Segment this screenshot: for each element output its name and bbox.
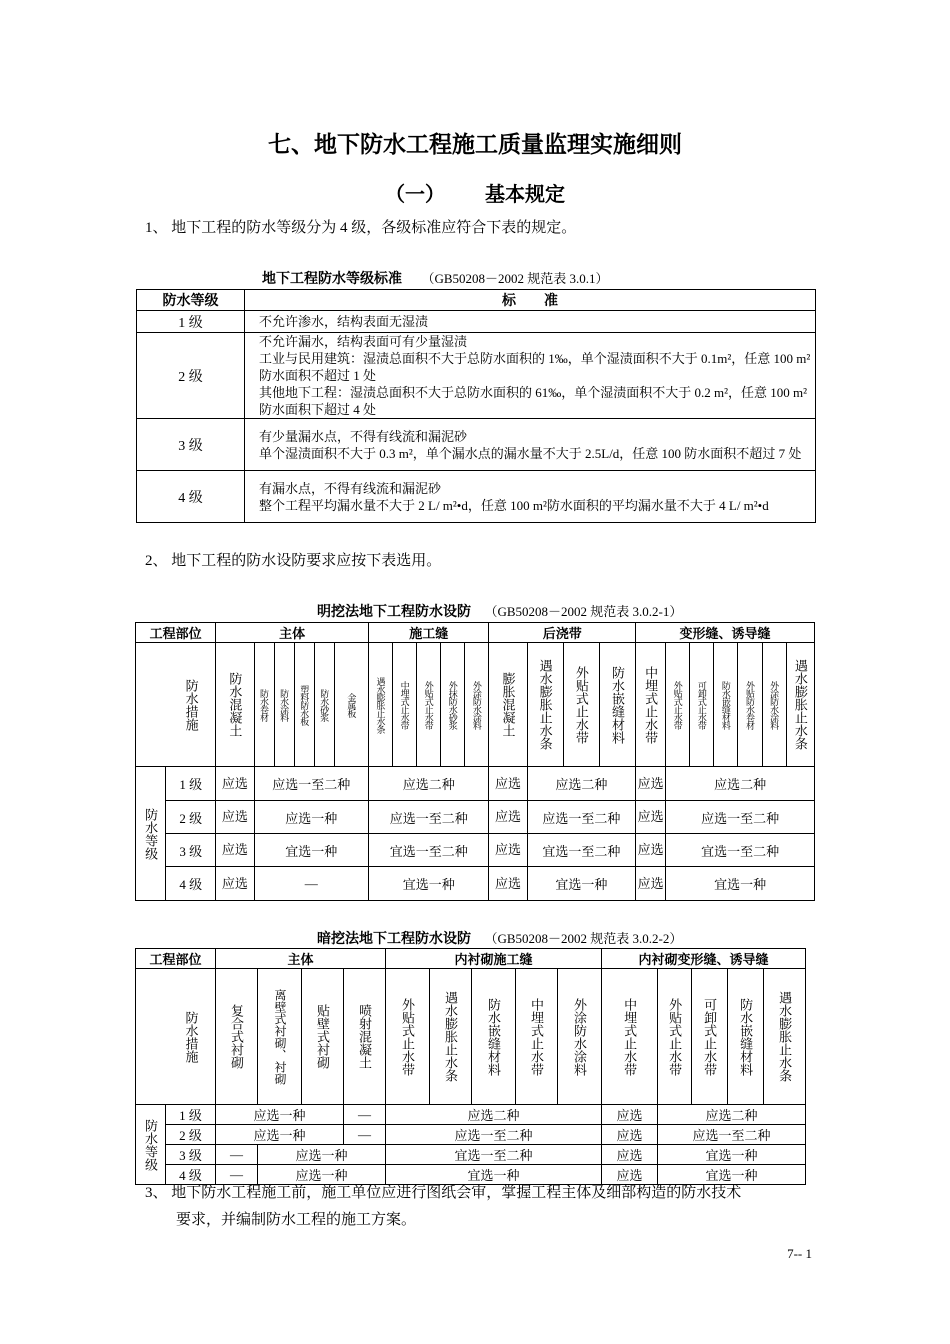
cell: 应选 <box>636 834 666 867</box>
table-row <box>136 1145 806 1165</box>
header-post-pour-strip: 后浇带 <box>489 623 636 643</box>
cell: — <box>216 1145 258 1165</box>
grade-label: 防水等级 <box>136 1105 166 1185</box>
header-deformation-joint: 变形缝、诱导缝 <box>636 623 815 643</box>
page-number: 7-- 1 <box>787 1246 812 1261</box>
table1-caption <box>262 268 609 288</box>
table-row <box>137 419 816 471</box>
standard-cell <box>245 311 816 333</box>
table-row <box>136 834 815 867</box>
cell: 应选二种 <box>666 767 815 801</box>
header-lining-deformation-joint: 内衬砌变形缝、诱导缝 <box>602 949 806 969</box>
col-label: 膨胀混凝土 <box>489 643 527 767</box>
cell: 应选一至二种 <box>386 1125 602 1145</box>
standard-cell <box>245 333 816 419</box>
cell: 应选 <box>636 867 666 901</box>
cell: 应选 <box>216 867 254 901</box>
col-label: 外涂防水涂料 <box>762 643 786 767</box>
col-label: 中埋式止水带 <box>393 643 417 767</box>
cell: 应选一种 <box>216 1125 344 1145</box>
header-part: 工程部位 <box>136 623 216 643</box>
cell: 应选一至二种 <box>368 801 488 834</box>
col-label: 遇水膨胀止水条 <box>527 643 563 767</box>
table2-caption <box>317 601 682 621</box>
header-part: 工程部位 <box>136 949 216 969</box>
standard-line: 不允许漏水，结构表面可有少量湿渍 <box>259 334 468 349</box>
col-label: 防水嵌缝材料 <box>728 969 764 1105</box>
grade-cell: 4 级 <box>166 1165 216 1185</box>
col-label: 遇水膨胀止水条 <box>368 643 392 767</box>
cell: 应选 <box>216 834 254 867</box>
page-title: 七、地下防水工程施工质量监理实施细则 <box>268 132 682 157</box>
cell: 应选一至二种 <box>666 801 815 834</box>
cell: 应选 <box>489 834 527 867</box>
cell: 宜选一种 <box>386 1165 602 1185</box>
standard-line: 整个工程平均漏水量不大于 2 L/ m²•d，任意 100 m²防水面积的平均漏水量不大于 4 L/ m²•d <box>259 497 769 513</box>
section-heading <box>0 178 950 207</box>
cell: 应选一种 <box>258 1165 386 1185</box>
col-label: 外涂防水涂料 <box>465 643 489 767</box>
grade-cell: 1 级 <box>166 767 216 801</box>
table-row <box>137 333 816 419</box>
col-label: 外贴式止水带 <box>563 643 599 767</box>
standard-cell <box>245 419 816 471</box>
paragraph-3: 3、 地下防水工程施工前，施工单位应进行图纸会审，掌握工程主体及细部构造的防水技术 <box>145 1185 742 1201</box>
cell: 应选一种 <box>216 1105 344 1125</box>
cell: 宜选一种 <box>658 1165 806 1185</box>
section-number: （一） <box>385 184 445 206</box>
col-label: 塑料防水板 <box>294 643 314 767</box>
cell: 宜选一至二种 <box>527 834 635 867</box>
cell: 宜选一至二种 <box>666 834 815 867</box>
table-row <box>136 801 815 834</box>
col-label: 可卸式止水带 <box>692 969 728 1105</box>
header-lining-construction-joint: 内衬砌施工缝 <box>386 949 602 969</box>
col-label: 外贴防水卷材 <box>738 643 762 767</box>
cell: 应选二种 <box>527 767 635 801</box>
cell: 应选二种 <box>386 1105 602 1125</box>
grade-cell: 3 级 <box>166 1145 216 1165</box>
paragraph-1: 1、 地下工程的防水等级分为 4 级，各级标准应符合下表的规定。 <box>145 220 577 236</box>
table-row <box>137 311 816 333</box>
col-label: 离壁式衬砌、衬砌 <box>258 969 302 1105</box>
table-row <box>137 471 816 523</box>
standard-line: 不允许渗水，结构表面无湿渍 <box>259 314 429 329</box>
col-label: 防水嵌缝材料 <box>599 643 635 767</box>
cell: 应选 <box>489 867 527 901</box>
cell: 应选一至二种 <box>527 801 635 834</box>
col-label: 防水卷材 <box>254 643 274 767</box>
col-label: 遇水膨胀止水条 <box>764 969 806 1105</box>
measures-label: 防水措施 <box>136 643 216 767</box>
col-label: 复合式衬砌 <box>216 969 258 1105</box>
col-label: 防水混凝土 <box>216 643 254 767</box>
header-construction-joint: 施工缝 <box>368 623 488 643</box>
cell: — <box>344 1125 386 1145</box>
col-label: 外贴式止水带 <box>666 643 690 767</box>
cell: — <box>254 867 368 901</box>
cell: 宜选一种 <box>368 867 488 901</box>
col-label: 外贴式止水带 <box>658 969 692 1105</box>
grade-cell: 2 级 <box>137 333 245 419</box>
cell: 宜选一种 <box>527 867 635 901</box>
col-label: 外涂防水涂料 <box>558 969 602 1105</box>
cell: 应选二种 <box>368 767 488 801</box>
table-row <box>136 867 815 901</box>
table3-caption <box>317 928 682 948</box>
grade-standard-table <box>136 289 816 523</box>
col-label: 遇水膨胀止水条 <box>786 643 814 767</box>
standard-line: 有少量漏水点，不得有线流和漏泥砂 <box>259 428 468 444</box>
col-label: 中埋式止水带 <box>602 969 658 1105</box>
standard-line: 有漏水点，不得有线流和漏泥砂 <box>259 480 442 496</box>
table-row <box>136 1125 806 1145</box>
grade-cell: 3 级 <box>166 834 216 867</box>
col-label: 贴壁式衬砌 <box>302 969 344 1105</box>
table1-caption-title: 地下工程防水等级标准 <box>262 272 402 287</box>
col-label: 外贴式止水带 <box>386 969 430 1105</box>
table3-caption-title: 暗挖法地下工程防水设防 <box>317 932 471 947</box>
header-main-body: 主体 <box>216 623 369 643</box>
col-label: 防水嵌缝材料 <box>714 643 738 767</box>
col-label: 中埋式止水带 <box>516 969 558 1105</box>
paragraph-2: 2、 地下工程的防水设防要求应按下表选用。 <box>145 553 442 569</box>
cell: 应选 <box>602 1165 658 1185</box>
col-label: 金属板 <box>334 643 368 767</box>
col-label: 中埋式止水带 <box>636 643 666 767</box>
cell: 宜选一种 <box>254 834 368 867</box>
measures-label: 防水措施 <box>136 969 216 1105</box>
cell: — <box>344 1105 386 1125</box>
table2-caption-title: 明挖法地下工程防水设防 <box>317 605 471 620</box>
grade-cell: 1 级 <box>166 1105 216 1125</box>
table2-caption-ref: （GB50208－2002 规范表 3.0.2-1） <box>484 604 683 619</box>
table1-caption-ref: （GB50208－2002 规范表 3.0.1） <box>421 271 609 286</box>
col-label: 防水涂料 <box>274 643 294 767</box>
grade-cell: 4 级 <box>137 471 245 523</box>
col-label: 可卸式止水带 <box>690 643 714 767</box>
grade-cell: 4 级 <box>166 867 216 901</box>
mining-method-table <box>135 948 806 1185</box>
cell: 应选 <box>602 1105 658 1125</box>
cell: 应选一至二种 <box>658 1125 806 1145</box>
cell: — <box>216 1165 258 1185</box>
standard-line: 单个湿渍面积不大于 0.3 m²，单个漏水点的漏水量不大于 2.5L/d，任意 100 防水面积不超过 7 处 <box>259 445 802 461</box>
table1-header-level: 防水等级 <box>137 290 245 311</box>
col-label: 遇水膨胀止水条 <box>430 969 472 1105</box>
col-label: 喷射混凝土 <box>344 969 386 1105</box>
cell: 宜选一种 <box>658 1145 806 1165</box>
cell: 应选 <box>489 767 527 801</box>
standard-line: 工业与民用建筑：湿渍总面积不大于总防水面积的 1‰，单个湿渍面积不大于 0.1m²，任意 100 m²防水面积不超过 1 处 <box>259 351 811 383</box>
grade-cell: 3 级 <box>137 419 245 471</box>
col-label: 防水砂浆 <box>314 643 334 767</box>
table-row <box>136 1105 806 1125</box>
grade-cell: 2 级 <box>166 801 216 834</box>
col-label: 外抹防水砂浆 <box>441 643 465 767</box>
cell: 应选 <box>602 1145 658 1165</box>
cell: 宜选一至二种 <box>386 1145 602 1165</box>
section-label: 基本规定 <box>485 184 565 206</box>
cell: 应选二种 <box>658 1105 806 1125</box>
cell: 应选一至二种 <box>254 767 368 801</box>
standard-line: 其他地下工程：湿渍总面积不大于总防水面积的 61‰，单个湿渍面积不大于 0.2 m²，任意 100 m²防水面积下超过 4 处 <box>259 385 808 417</box>
table3-caption-ref: （GB50208－2002 规范表 3.0.2-2） <box>484 931 683 946</box>
cell: 应选 <box>602 1125 658 1145</box>
cell: 应选 <box>216 767 254 801</box>
cell: 宜选一至二种 <box>368 834 488 867</box>
paragraph-3-continued: 要求，并编制防水工程的施工方案。 <box>176 1212 417 1228</box>
cell: 宜选一种 <box>666 867 815 901</box>
grade-cell: 2 级 <box>166 1125 216 1145</box>
standard-cell <box>245 471 816 523</box>
cell: 应选 <box>489 801 527 834</box>
cell: 应选一种 <box>258 1145 386 1165</box>
cell: 应选 <box>216 801 254 834</box>
col-label: 外贴式止水带 <box>417 643 441 767</box>
cell: 应选一种 <box>254 801 368 834</box>
open-cut-table <box>135 622 815 901</box>
cell: 应选 <box>636 801 666 834</box>
table1-header-standard: 标 准 <box>245 290 816 311</box>
col-label: 防水嵌缝材料 <box>472 969 516 1105</box>
cell: 应选 <box>636 767 666 801</box>
grade-label: 防水等级 <box>136 767 166 901</box>
table-row <box>136 767 815 801</box>
header-main-body: 主体 <box>216 949 386 969</box>
grade-cell: 1 级 <box>137 311 245 333</box>
